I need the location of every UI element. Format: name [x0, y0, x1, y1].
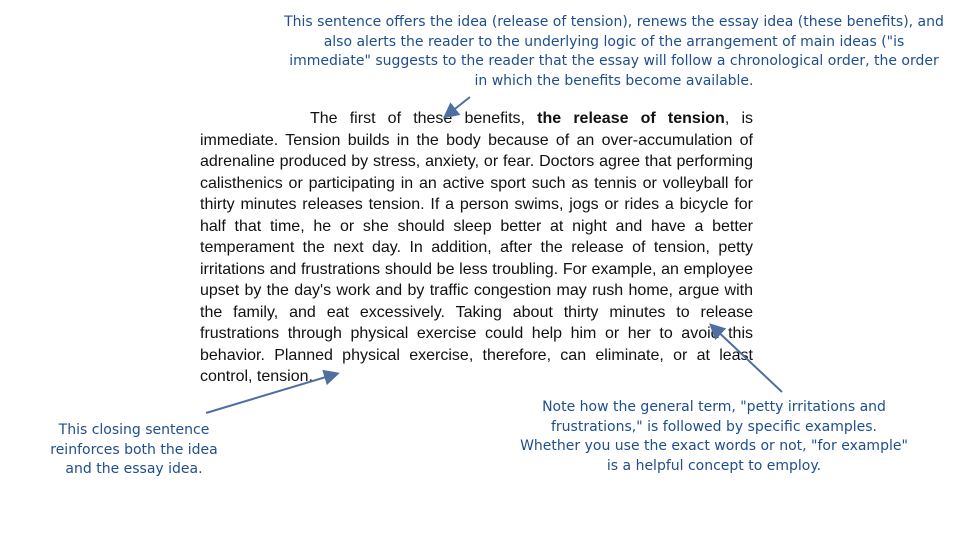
annotation-closing-sentence: This closing sentence reinforces both the idea and the essay idea.	[50, 422, 218, 477]
arrow-to-topic-sentence	[446, 97, 470, 116]
arrow-to-closing-sentence	[206, 374, 336, 413]
annotation-examples: Note how the general term, "petty irritations and frustrations," is followed by specific examples. Whether you use the exact words or not, "for example" is a helpful concept to employ.	[520, 399, 908, 474]
paragraph-lead-text: The first of these benefits,	[310, 110, 538, 127]
paragraph-bold-phrase: the release of tension	[537, 110, 725, 127]
paragraph-body-text: , is immediate. Tension builds in the body because of an over-accumulation of adrenaline produced by stress, anxiety, or fear. Doctors agree that performing calisthenics or participating in an active sport such as tennis or volleyball for thirty minutes releases tension. If a person swims, jogs or rides a bicycle for half that time, he or she should sleep better at night and have a better temperament the next day. In addition, after the release of tension, petty irritations and frustrations should be less troubling. For example, an employee upset by the day's work and by traffic congestion may rush home, argue with the family, and eat excessively. Taking about thirty minutes to release frustrations through physical exercise could help him or her to avoid this behavior. Planned physical exercise, therefore, can eliminate, or at least control, tension.	[200, 110, 753, 385]
arrow-to-examples	[712, 326, 782, 392]
annotation-topic-sentence: This sentence offers the idea (release of tension), renews the essay idea (these benefits), and also alerts the reader to the underlying logic of the arrangement of main ideas ("is immediate" suggests to the reader that the essay will follow a chronological order, the order in which the benefits become available.	[284, 14, 944, 89]
